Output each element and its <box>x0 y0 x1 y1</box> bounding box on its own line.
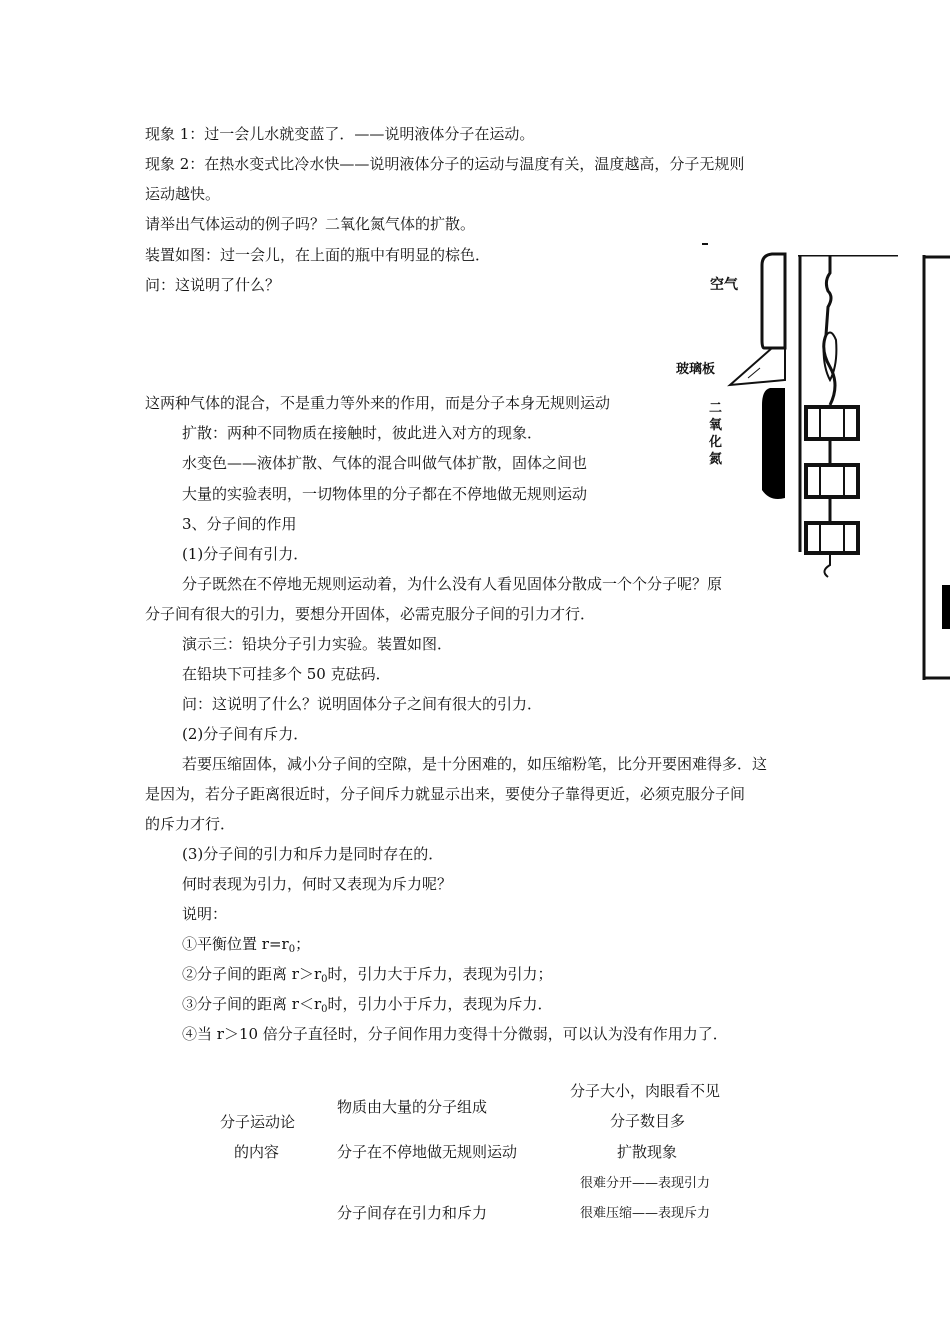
summary-right: 扩散现象 <box>617 1143 678 1161</box>
list-item: ④当 r＞10 倍分子直径时，分子间作用力变得十分微弱，可以认为没有作用力了． <box>182 1025 728 1043</box>
subheading: (2)分子间有斥力． <box>182 725 309 743</box>
text-line: 这两种气体的混合，不是重力等外来的作用，而是分子本身无规则运动 <box>145 394 611 412</box>
summary-right: 很难压缩——表现斥力 <box>580 1206 711 1221</box>
lead-block-drawing <box>798 255 950 685</box>
subscript: 0 <box>288 944 296 955</box>
text-line: 大量的实验表明，一切物体里的分子都在不停地做无规则运动 <box>182 485 588 503</box>
subscript: 0 <box>321 1004 328 1015</box>
text-line: 运动越快。 <box>145 185 221 203</box>
gas-diffusion-figure <box>676 240 800 510</box>
summary-right: 分子数目多 <box>610 1112 686 1130</box>
label-glass-plate: 玻璃板 <box>676 362 716 377</box>
list-item <box>182 994 553 1020</box>
text-line: 装置如图：过一会儿，在上面的瓶中有明显的棕色． <box>145 246 491 264</box>
list-item-text: ③分子间的距离 r＜r <box>182 995 322 1013</box>
section-heading: 3、分子间的作用 <box>182 515 297 533</box>
text-line: 在铅块下可挂多个 50 克砝码． <box>182 665 391 683</box>
summary-mid: 物质由大量的分子组成 <box>337 1098 488 1116</box>
list-item-text: ①平衡位置 r=r <box>182 935 289 953</box>
text-line: 请举出气体运动的例子吗？二氧化氮气体的扩散。 <box>145 215 476 233</box>
text-line: 问：这说明了什么？ <box>145 276 281 294</box>
label-air: 空气 <box>710 277 738 293</box>
lead-block-figure <box>798 255 950 685</box>
text-line: 演示三：铅块分子引力实验。装置如图． <box>182 635 453 653</box>
summary-right: 分子大小，肉眼看不见 <box>570 1082 721 1100</box>
text-line: 分子间有很大的引力，要想分开固体，必需克服分子间的引力才行． <box>145 605 596 623</box>
summary-mid: 分子间存在引力和斥力 <box>337 1204 488 1222</box>
summary-mid: 分子在不停地做无规则运动 <box>337 1143 518 1161</box>
subheading: (3)分子间的引力和斥力是同时存在的． <box>182 845 444 863</box>
list-item-text: 时，引力大于斥力，表现为引力； <box>327 965 553 983</box>
subscript: 0 <box>321 974 328 985</box>
text-line: 的斥力才行． <box>145 815 236 833</box>
text-line: 分子既然在不停地无规则运动着，为什么没有人看见固体分散成一个个分子呢？原 <box>182 575 723 593</box>
list-item-text: ； <box>295 935 311 953</box>
list-item <box>182 934 310 960</box>
text-line: 水变色——液体扩散、气体的混合叫做气体扩散，固体之间也 <box>182 454 588 472</box>
summary-left: 的内容 <box>234 1143 280 1161</box>
list-item-text: ②分子间的距离 r＞r <box>182 965 322 983</box>
list-item <box>182 964 553 990</box>
text-line: 是因为，若分子距离很近时，分子间斥力就显示出来，要使分子靠得更近，必须克服分子间 <box>145 785 746 803</box>
text-line: 说明： <box>182 905 228 923</box>
text-line: 现象 1：过一会儿水就变蓝了．——说明液体分子在运动。 <box>145 125 535 143</box>
text-line: 扩散：两种不同物质在接触时，彼此进入对方的现象． <box>182 424 543 442</box>
text-line: 现象 2：在热水变式比冷水快——说明液体分子的运动与温度有关，温度越高，分子无规则 <box>145 155 745 173</box>
label-no2: 二氧化氮 <box>709 401 723 467</box>
text-line: 问：这说明了什么？说明固体分子之间有很大的引力． <box>182 695 543 713</box>
summary-left: 分子运动论 <box>220 1113 296 1131</box>
subheading: (1)分子间有引力． <box>182 545 309 563</box>
summary-right: 很难分开——表现引力 <box>580 1176 711 1191</box>
list-item-text: 时，引力小于斥力，表现为斥力． <box>327 995 553 1013</box>
text-line: 何时表现为引力，何时又表现为斥力呢？ <box>182 875 453 893</box>
text-line: 若要压缩固体，减小分子间的空隙，是十分困难的，如压缩粉笔，比分开要困难得多．这 <box>182 755 768 773</box>
